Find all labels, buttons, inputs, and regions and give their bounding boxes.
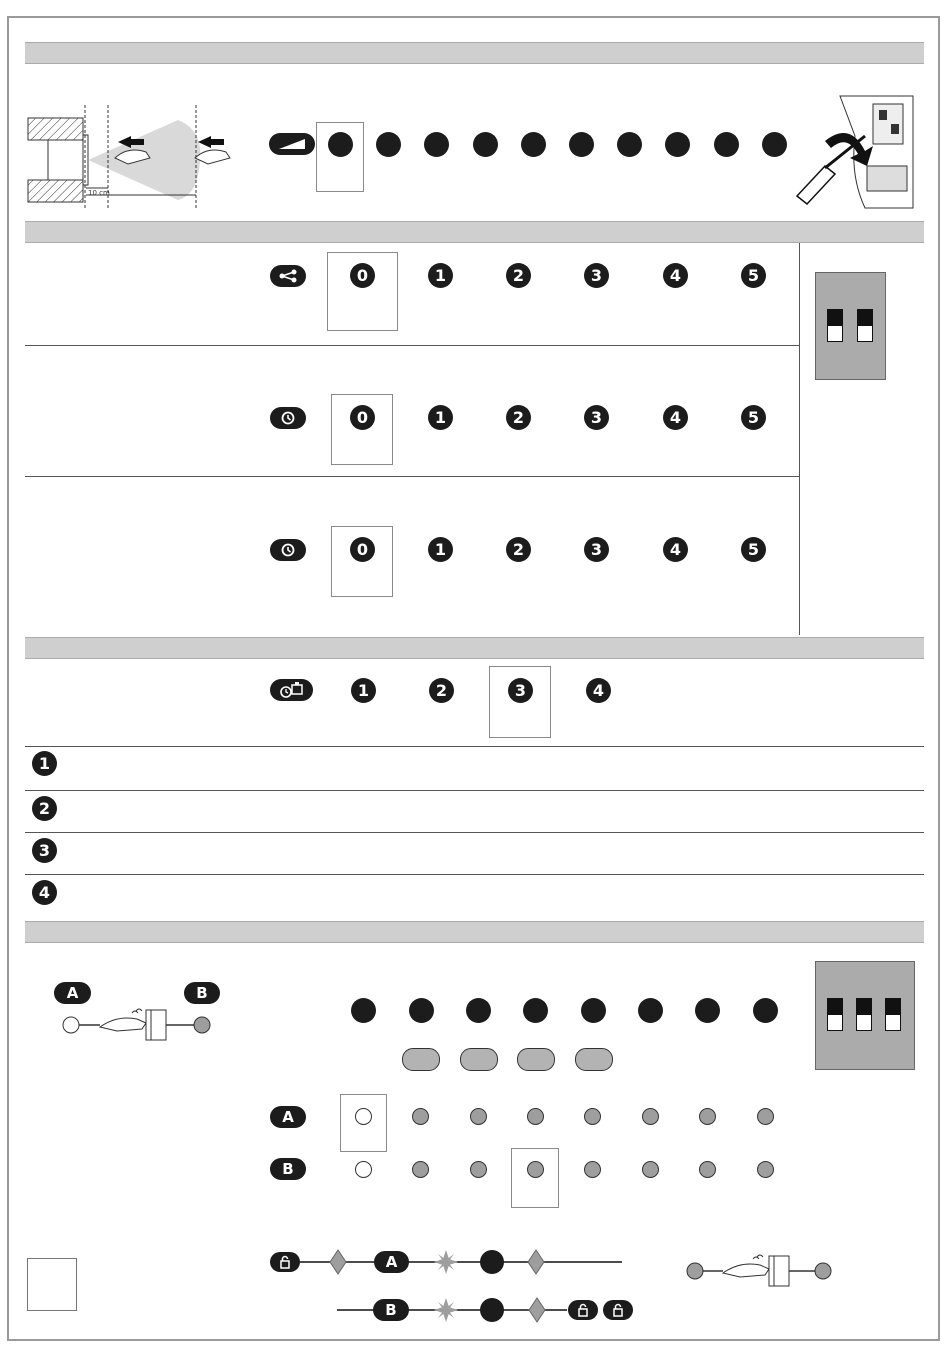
indicator-a-3 [470, 1108, 487, 1125]
level-dot-7[interactable] [617, 132, 642, 157]
mode-1[interactable]: 1 [351, 678, 376, 703]
sequence-b-label: B [373, 1299, 409, 1321]
level-dot-6[interactable] [638, 998, 663, 1023]
dip-switch-2[interactable] [857, 309, 873, 342]
sequence-a-label: A [374, 1251, 409, 1273]
indicator-b-6 [642, 1161, 659, 1178]
row-divider [25, 746, 924, 747]
hand-icon [62, 1005, 214, 1045]
dip-switch-1[interactable] [827, 998, 843, 1031]
level-dot-8[interactable] [753, 998, 778, 1023]
key-cap-1[interactable] [402, 1048, 440, 1071]
channel-b-label: B [270, 1158, 306, 1180]
level-dot-9[interactable] [714, 132, 739, 157]
note-marker-1: 1 [32, 751, 57, 776]
indicator-a-8 [757, 1108, 774, 1125]
section-header-1 [25, 42, 924, 64]
indicator-b-2 [412, 1161, 429, 1178]
row-divider [25, 345, 799, 346]
dip-switch-panel-4 [815, 961, 915, 1070]
indicator-b-4 [527, 1161, 544, 1178]
clock-icon [270, 539, 306, 561]
lock-icon [603, 1300, 633, 1320]
indicator-a-5 [584, 1108, 601, 1125]
hand-icon [685, 1250, 835, 1290]
sequence-line-a [270, 1248, 630, 1278]
share-nodes-icon [270, 265, 306, 287]
indicator-b-3 [470, 1161, 487, 1178]
row-divider [25, 874, 924, 875]
section-divider [799, 243, 800, 635]
section-header-2 [25, 221, 924, 243]
value-2[interactable]: 2 [506, 405, 531, 430]
level-dot-10[interactable] [762, 132, 787, 157]
dip-switch-1[interactable] [827, 309, 843, 342]
value-0[interactable]: 0 [350, 537, 375, 562]
row-divider [25, 790, 924, 791]
channel-a-label: A [54, 982, 91, 1004]
channel-b-label: B [184, 982, 220, 1004]
camera-timer-icon [270, 679, 313, 701]
row-divider [25, 476, 799, 477]
channel-a-label: A [270, 1106, 306, 1128]
section-header-3 [25, 637, 924, 659]
indicator-a-2 [412, 1108, 429, 1125]
lock-icon [568, 1300, 598, 1320]
row-divider [25, 832, 924, 833]
level-dot-5[interactable] [521, 132, 546, 157]
value-1[interactable]: 1 [428, 405, 453, 430]
level-dot-5[interactable] [581, 998, 606, 1023]
clock-icon [270, 407, 306, 429]
brightness-ramp-icon [269, 133, 315, 155]
indicator-b-5 [584, 1161, 601, 1178]
value-1[interactable]: 1 [428, 263, 453, 288]
value-0[interactable]: 0 [350, 405, 375, 430]
value-0[interactable]: 0 [350, 263, 375, 288]
level-dot-6[interactable] [569, 132, 594, 157]
value-4[interactable]: 4 [663, 537, 688, 562]
level-dot-7[interactable] [695, 998, 720, 1023]
value-5[interactable]: 5 [741, 537, 766, 562]
value-5[interactable]: 5 [741, 405, 766, 430]
note-marker-3: 3 [32, 838, 57, 863]
note-marker-4: 4 [32, 880, 57, 905]
value-4[interactable]: 4 [663, 263, 688, 288]
selected-channel-frame [511, 1148, 559, 1208]
screwdriver-icon [795, 96, 913, 208]
level-dot-1[interactable] [351, 998, 376, 1023]
indicator-a-1 [355, 1108, 372, 1125]
level-dot-3[interactable] [466, 998, 491, 1023]
dip-switch-3[interactable] [885, 998, 901, 1031]
value-1[interactable]: 1 [428, 537, 453, 562]
indicator-a-7 [699, 1108, 716, 1125]
distance-label: 10 cm [88, 189, 110, 197]
mode-4[interactable]: 4 [586, 678, 611, 703]
sensor-distance-illustration [28, 100, 238, 205]
key-cap-4[interactable] [575, 1048, 613, 1071]
key-cap-3[interactable] [517, 1048, 555, 1071]
indicator-a-6 [642, 1108, 659, 1125]
value-5[interactable]: 5 [741, 263, 766, 288]
level-dot-4[interactable] [473, 132, 498, 157]
level-dot-2[interactable] [409, 998, 434, 1023]
page-frame [7, 16, 940, 1341]
section-header-4 [25, 921, 924, 943]
note-box [27, 1258, 77, 1311]
level-dot-4[interactable] [523, 998, 548, 1023]
indicator-b-8 [757, 1161, 774, 1178]
indicator-a-4 [527, 1108, 544, 1125]
value-3[interactable]: 3 [584, 263, 609, 288]
note-marker-2: 2 [32, 796, 57, 821]
indicator-b-7 [699, 1161, 716, 1178]
key-cap-2[interactable] [460, 1048, 498, 1071]
value-3[interactable]: 3 [584, 537, 609, 562]
level-dot-1[interactable] [328, 132, 353, 157]
mode-2[interactable]: 2 [429, 678, 454, 703]
dip-switch-2[interactable] [856, 998, 872, 1031]
mode-3[interactable]: 3 [508, 678, 533, 703]
value-4[interactable]: 4 [663, 405, 688, 430]
level-dot-2[interactable] [376, 132, 401, 157]
lock-icon [270, 1252, 300, 1272]
level-dot-3[interactable] [424, 132, 449, 157]
value-2[interactable]: 2 [506, 263, 531, 288]
level-dot-8[interactable] [665, 132, 690, 157]
value-3[interactable]: 3 [584, 405, 609, 430]
dip-switch-panel-2 [815, 272, 886, 380]
indicator-b-1 [355, 1161, 372, 1178]
value-2[interactable]: 2 [506, 537, 531, 562]
